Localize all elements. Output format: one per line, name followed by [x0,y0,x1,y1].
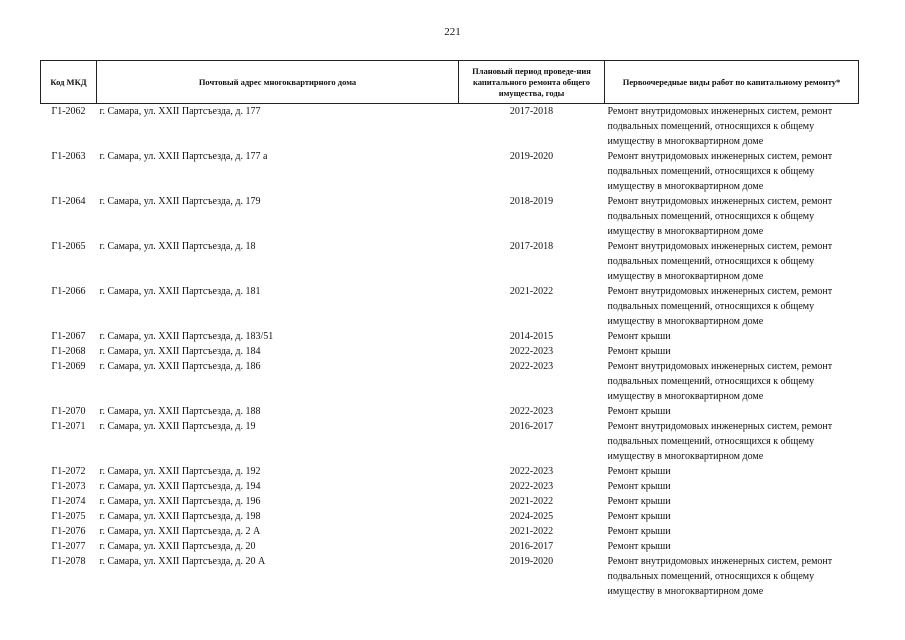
cell-code: Г1-2070 [51,406,86,417]
cell-works: Ремонт крыши [607,406,671,417]
cell-address: г. Самара, ул. XXII Партсъезда, д. 186 [99,361,261,372]
cell-works: Ремонт крыши [607,331,671,342]
cell-code: Г1-2069 [51,361,86,372]
housing-repair-table [40,60,859,599]
table-body [41,104,859,600]
cell-period: 2016-2017 [509,421,554,432]
cell-address: г. Самара, ул. XXII Партсъезда, д. 183/51 [99,331,274,342]
cell-address: г. Самара, ул. XXII Партсъезда, д. 177 а [99,151,268,162]
cell-address: г. Самара, ул. XXII Партсъезда, д. 188 [99,406,261,417]
header-address: Почтовый адрес многоквартирного дома [97,61,459,104]
cell-works: Ремонт крыши [607,466,671,477]
cell-code: Г1-2062 [51,106,86,117]
table-row [41,194,859,239]
cell-address: г. Самара, ул. XXII Партсъезда, д. 177 [99,106,261,117]
header-works: Первоочередные виды работ по капитальному ремонту* [605,61,859,104]
cell-address: г. Самара, ул. XXII Партсъезда, д. 2 А [99,526,261,537]
cell-works: Ремонт внутридомовых инженерных систем, ремонт подвальных помещений, относящихся к общему имуществу в многоквартирном доме [607,106,833,147]
table-row [41,479,859,494]
cell-works: Ремонт внутридомовых инженерных систем, ремонт подвальных помещений, относящихся к общему имуществу в многоквартирном доме [607,421,833,462]
cell-period: 2022-2023 [509,346,554,357]
table-row [41,509,859,524]
cell-period: 2014-2015 [509,331,554,342]
cell-period: 2022-2023 [509,361,554,372]
cell-code: Г1-2071 [51,421,86,432]
cell-code: Г1-2066 [51,286,86,297]
cell-address: г. Самара, ул. XXII Партсъезда, д. 192 [99,466,261,477]
table-row [41,539,859,554]
cell-address: г. Самара, ул. XXII Партсъезда, д. 198 [99,511,261,522]
header-code: Код МКД [41,61,97,104]
cell-address: г. Самара, ул. XXII Партсъезда, д. 184 [99,346,261,357]
table-row [41,104,859,150]
cell-code: Г1-2073 [51,481,86,492]
cell-code: Г1-2077 [51,541,86,552]
cell-code: Г1-2067 [51,331,86,342]
table-row [41,464,859,479]
table-row [41,344,859,359]
cell-works: Ремонт крыши [607,481,671,492]
cell-period: 2024-2025 [509,511,554,522]
cell-works: Ремонт крыши [607,526,671,537]
table-row [41,494,859,509]
cell-period: 2021-2022 [509,526,554,537]
cell-works: Ремонт внутридомовых инженерных систем, ремонт подвальных помещений, относящихся к общему имуществу в многоквартирном доме [607,241,833,282]
table-row [41,284,859,329]
cell-works: Ремонт крыши [607,496,671,507]
cell-period: 2017-2018 [509,106,554,117]
table-row [41,149,859,194]
table-row [41,239,859,284]
table-row [41,359,859,404]
table-row [41,524,859,539]
cell-code: Г1-2068 [51,346,86,357]
cell-code: Г1-2078 [51,556,86,567]
cell-works: Ремонт внутридомовых инженерных систем, ремонт подвальных помещений, относящихся к общему имуществу в многоквартирном доме [607,286,833,327]
cell-works: Ремонт крыши [607,541,671,552]
cell-address: г. Самара, ул. XXII Партсъезда, д. 194 [99,481,261,492]
cell-period: 2022-2023 [509,481,554,492]
header-row [41,61,859,104]
cell-period: 2019-2020 [509,151,554,162]
cell-period: 2019-2020 [509,556,554,567]
housing-table-container [40,60,858,599]
cell-period: 2022-2023 [509,466,554,477]
cell-period: 2022-2023 [509,406,554,417]
cell-code: Г1-2065 [51,241,86,252]
table-row [41,554,859,599]
cell-works: Ремонт внутридомовых инженерных систем, ремонт подвальных помещений, относящихся к общему имуществу в многоквартирном доме [607,361,833,402]
cell-period: 2021-2022 [509,286,554,297]
cell-address: г. Самара, ул. XXII Партсъезда, д. 20 А [99,556,266,567]
cell-address: г. Самара, ул. XXII Партсъезда, д. 179 [99,196,261,207]
cell-period: 2017-2018 [509,241,554,252]
cell-works: Ремонт крыши [607,346,671,357]
cell-code: Г1-2075 [51,511,86,522]
header-period: Плановый период проведе-ния капитального ремонта общего имущества, годы [459,61,605,104]
cell-address: г. Самара, ул. XXII Партсъезда, д. 18 [99,241,256,252]
table-header [41,61,859,104]
cell-works: Ремонт внутридомовых инженерных систем, ремонт подвальных помещений, относящихся к общему имуществу в многоквартирном доме [607,196,833,237]
cell-works: Ремонт внутридомовых инженерных систем, ремонт подвальных помещений, относящихся к общему имуществу в многоквартирном доме [607,151,833,192]
cell-period: 2016-2017 [509,541,554,552]
cell-address: г. Самара, ул. XXII Партсъезда, д. 181 [99,286,261,297]
cell-address: г. Самара, ул. XXII Партсъезда, д. 196 [99,496,261,507]
cell-code: Г1-2076 [51,526,86,537]
cell-code: Г1-2064 [51,196,86,207]
table-row [41,419,859,464]
cell-code: Г1-2072 [51,466,86,477]
table-row [41,404,859,419]
cell-works: Ремонт внутридомовых инженерных систем, ремонт подвальных помещений, относящихся к общему имуществу в многоквартирном доме [607,556,833,597]
cell-works: Ремонт крыши [607,511,671,522]
cell-address: г. Самара, ул. XXII Партсъезда, д. 20 [99,541,256,552]
page-number: 221 [444,26,461,38]
cell-address: г. Самара, ул. XXII Партсъезда, д. 19 [99,421,256,432]
cell-period: 2018-2019 [509,196,554,207]
table-row [41,329,859,344]
cell-code: Г1-2063 [51,151,86,162]
cell-code: Г1-2074 [51,496,86,507]
cell-period: 2021-2022 [509,496,554,507]
